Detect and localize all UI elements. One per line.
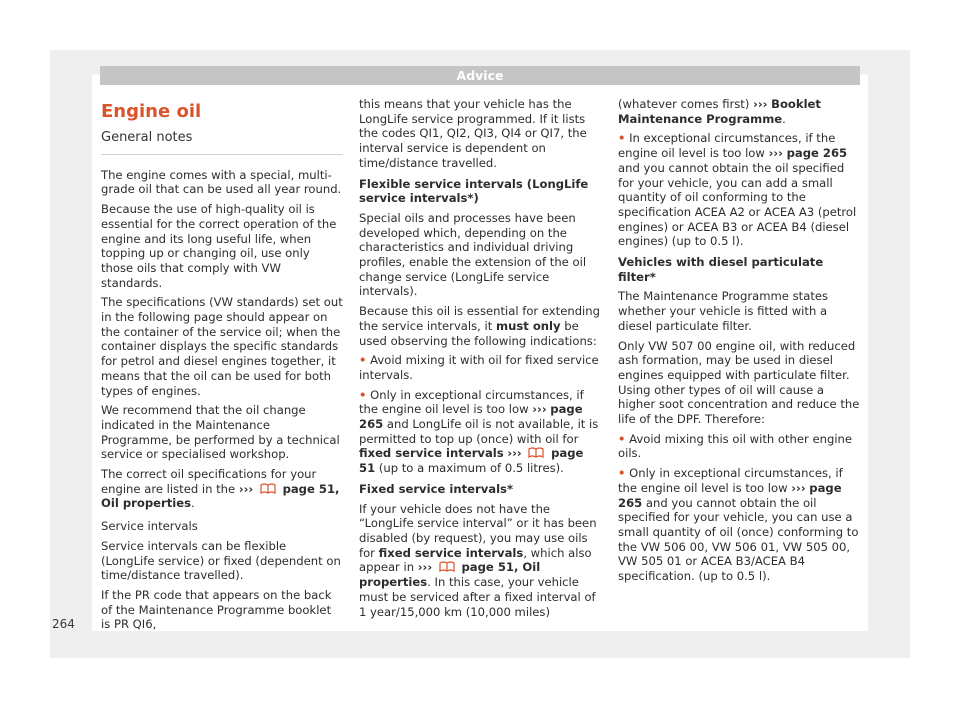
text: . In this case, your vehicle must be serviced after a fixed interval of 1 year/15,000 km (10,000 miles) xyxy=(359,575,596,619)
list-item xyxy=(618,432,860,461)
page-number: 264 xyxy=(52,617,75,631)
section-heading: Vehicles with diesel particulate filter* xyxy=(618,255,824,284)
paragraph: We recommend that the oil change indicated in the Maintenance Programme, be performed by a technical service or specialised workshop. xyxy=(101,403,340,462)
page-reference-link[interactable]: page 265 xyxy=(618,480,842,510)
text: Because this oil is essential for extending the service intervals, it xyxy=(359,304,600,333)
paragraph xyxy=(618,97,860,126)
book-icon xyxy=(260,483,276,494)
paragraph xyxy=(359,304,601,348)
section-heading: Service intervals xyxy=(101,519,198,534)
page-reference-link[interactable]: page 51, Oil properties xyxy=(101,481,340,511)
text: Avoid mixing this oil with other engine oils. xyxy=(618,431,853,461)
emphasis: fixed service intervals xyxy=(378,545,524,560)
text: and you cannot obtain the oil specified for your vehicle, you can add a small quantity of oil conforming to the specification ACEA A2 or ACEA A3 (petrol engines) or ACEA B3 or ACEA B4 (diesel engines) (up to 0.5 l). xyxy=(618,160,857,249)
text: Avoid mixing it with oil for fixed service intervals. xyxy=(359,353,599,382)
ref-arrow: ››› xyxy=(753,97,768,111)
paragraph: The engine comes with a special, multi-grade oil that can be used all year round. xyxy=(101,167,342,197)
ref-arrow: ››› xyxy=(507,446,522,461)
text: be used observing the following indications: xyxy=(359,318,597,348)
section-subtitle: General notes xyxy=(101,131,343,155)
bullet-icon: • xyxy=(618,131,626,146)
book-icon xyxy=(439,561,455,572)
paragraph: Only VW 507 00 engine oil, with reduced ash formation, may be used in diesel engines equipped with particulate filter. Using other types of oil will cause a higher soot concentration and reduce the life of the DPF. Therefore: xyxy=(618,338,860,427)
list-item xyxy=(618,131,860,249)
text: , which also appear in xyxy=(359,545,592,575)
page-reference-link[interactable]: page 51, Oil properties xyxy=(359,560,541,590)
text: and you cannot obtain the oil specified for your vehicle, you can use a small quantity of oil (once) conforming to the VW 506 00, VW 506 01, VW 505 00, VW 505 01 or ACEA B3/ACEA B4 specification. (up to 0.5 l). xyxy=(618,495,859,584)
bullet-icon: • xyxy=(359,353,367,368)
text: In exceptional circumstances, if the engine oil level is too low xyxy=(618,131,836,161)
section-header: Advice xyxy=(100,66,860,85)
text: (whatever comes first) xyxy=(618,97,750,111)
list-item xyxy=(618,466,860,584)
bullet-icon: • xyxy=(618,431,626,446)
page-reference-link[interactable]: page 265 xyxy=(359,402,583,432)
column-3 xyxy=(618,97,860,589)
text: If your vehicle does not have the “LongLife service interval” or it has been disabled (by request), you may use oils for xyxy=(359,501,597,560)
paragraph: If the PR code that appears on the back of the Maintenance Programme booklet is PR QI6, xyxy=(101,587,332,632)
column-1 xyxy=(101,98,343,637)
ref-arrow: ››› xyxy=(768,146,783,161)
list-item xyxy=(359,388,601,476)
ref-arrow: ››› xyxy=(238,481,254,496)
booklet-reference-link[interactable]: Booklet Maintenance Programme xyxy=(618,97,821,126)
list-item xyxy=(359,353,601,382)
emphasis: must only xyxy=(496,318,561,333)
text: . xyxy=(782,111,786,126)
book-icon xyxy=(528,447,544,458)
bullet-icon: • xyxy=(618,466,626,481)
bullet-icon: • xyxy=(359,387,367,402)
text: The correct oil specifications for your engine are listed in the xyxy=(101,467,317,496)
text: Only in exceptional circumstances, if the engine oil level is too low xyxy=(618,466,843,495)
paragraph: Special oils and processes have been developed which, depending on the characteristics and individual driving profiles, enable the extension of the oil change service (LongLife service intervals). xyxy=(359,210,587,299)
section-heading: Flexible service intervals (LongLife service intervals*) xyxy=(359,176,589,206)
text: . xyxy=(190,496,195,511)
ref-arrow: ››› xyxy=(417,560,433,575)
paragraph xyxy=(359,502,601,620)
paragraph xyxy=(101,467,343,511)
paragraph: The Maintenance Programme states whether your vehicle is fitted with a diesel particulate filter. xyxy=(618,289,829,333)
paragraph: The specifications (VW standards) set out in the following page should appear on the container of the service oil; when the container displays the specific standards for petrol and diesel engines together, it means that the oil can be used for both types of engines. xyxy=(101,295,343,398)
paragraph: Service intervals can be flexible (LongLife service) or fixed (dependent on time/distance travelled). xyxy=(101,538,341,583)
ref-arrow: ››› xyxy=(532,402,547,417)
ref-arrow: ››› xyxy=(791,480,806,495)
emphasis: fixed service intervals xyxy=(359,446,504,461)
text: and LongLife oil is not available, it is permitted to top up (once) with oil for xyxy=(359,417,599,446)
column-2 xyxy=(359,97,601,624)
page-reference-link[interactable]: page 51 xyxy=(359,446,584,476)
paragraph: this means that your vehicle has the LongLife service programmed. If it lists the codes QI1, QI2, QI3, QI4 or QI7, the interval service is dependent on time/distance travelled. xyxy=(359,97,587,170)
text: Only in exceptional circumstances, if the engine oil level is too low xyxy=(359,387,584,417)
text: (up to a maximum of 0.5 litres). xyxy=(378,461,564,476)
paragraph: Because the use of high-quality oil is essential for the correct operation of the engine and its long useful life, when topping up or changing oil, use only those oils that comply with VW standards. xyxy=(101,202,337,290)
page-title: Engine oil xyxy=(101,101,202,122)
page-reference-link[interactable]: page 265 xyxy=(786,146,848,161)
section-heading: Fixed service intervals* xyxy=(359,481,514,496)
